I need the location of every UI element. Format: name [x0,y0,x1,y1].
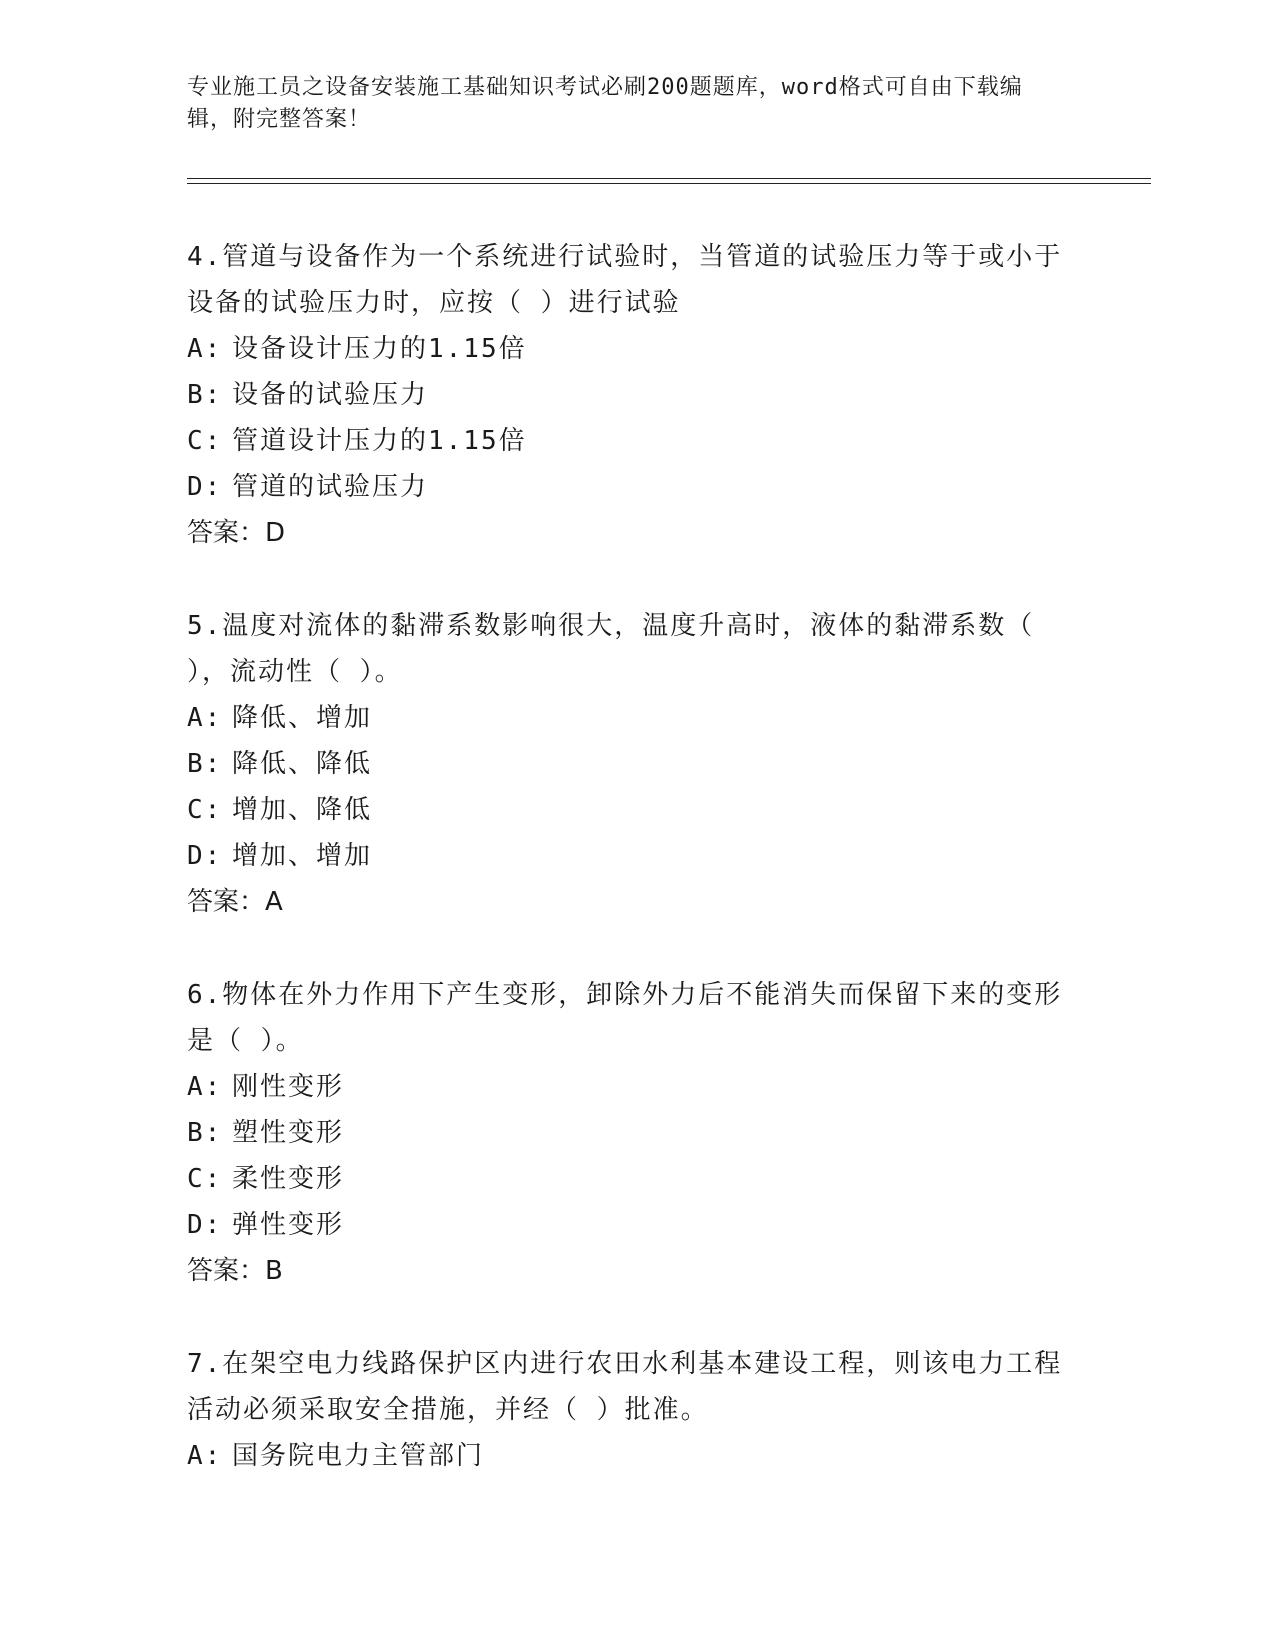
question-4 [187,234,1067,556]
option-key: B: [187,1118,223,1148]
option-text: 降低、增加 [232,703,373,733]
option-a [187,1433,1067,1479]
option-c [187,1156,1067,1202]
option-key: C: [187,1164,223,1194]
answer-line: 答案：A [187,887,283,917]
option-key: A: [187,334,223,364]
option-text: 弹性变形 [232,1210,345,1240]
option-key: B: [187,380,223,410]
question-text: 6.物体在外力作用下产生变形，卸除外力后不能消失而保留下来的变形是（ ）。 [187,980,1063,1056]
option-key: A: [187,1441,223,1471]
option-b [187,372,1067,418]
option-text: 设备设计压力的1.15倍 [232,334,527,364]
question-text: 7.在架空电力线路保护区内进行农田水利基本建设工程，则该电力工程活动必须采取安全措施，并经（ ）批准。 [187,1349,1063,1425]
document-header: 专业施工员之设备安装施工基础知识考试必刷200题题库，word格式可自由下载编辑，附完整答案！ [187,75,1023,132]
option-text: 管道的试验压力 [232,472,429,502]
option-d [187,1202,1067,1248]
question-list [187,234,1067,1526]
option-key: D: [187,841,223,871]
option-key: D: [187,472,223,502]
option-c [187,418,1067,464]
option-key: A: [187,703,223,733]
option-a [187,695,1067,741]
question-5 [187,603,1067,925]
option-text: 增加、降低 [232,795,373,825]
question-text: 4.管道与设备作为一个系统进行试验时，当管道的试验压力等于或小于设备的试验压力时，应按（ ）进行试验 [187,242,1063,318]
option-text: 塑性变形 [232,1118,345,1148]
option-text: 增加、增加 [232,841,373,871]
option-a [187,1064,1067,1110]
option-a [187,326,1067,372]
option-text: 降低、降低 [232,749,373,779]
option-key: B: [187,749,223,779]
question-7 [187,1341,1067,1479]
option-key: C: [187,795,223,825]
option-b [187,741,1067,787]
option-key: D: [187,1210,223,1240]
option-d [187,833,1067,879]
option-text: 管道设计压力的1.15倍 [232,426,527,456]
option-c [187,787,1067,833]
option-text: 国务院电力主管部门 [232,1441,485,1471]
option-d [187,464,1067,510]
option-key: C: [187,426,223,456]
option-b [187,1110,1067,1156]
answer-line: 答案：B [187,1256,283,1286]
answer-line: 答案：D [187,518,286,548]
header-divider-top [187,178,1151,179]
option-text: 刚性变形 [232,1072,345,1102]
option-text: 设备的试验压力 [232,380,429,410]
option-key: A: [187,1072,223,1102]
question-6 [187,972,1067,1294]
header-divider-bottom [187,183,1151,184]
question-text: 5.温度对流体的黏滞系数影响很大，温度升高时，液体的黏滞系数（ ），流动性（ ）。 [187,611,1035,687]
option-text: 柔性变形 [232,1164,345,1194]
